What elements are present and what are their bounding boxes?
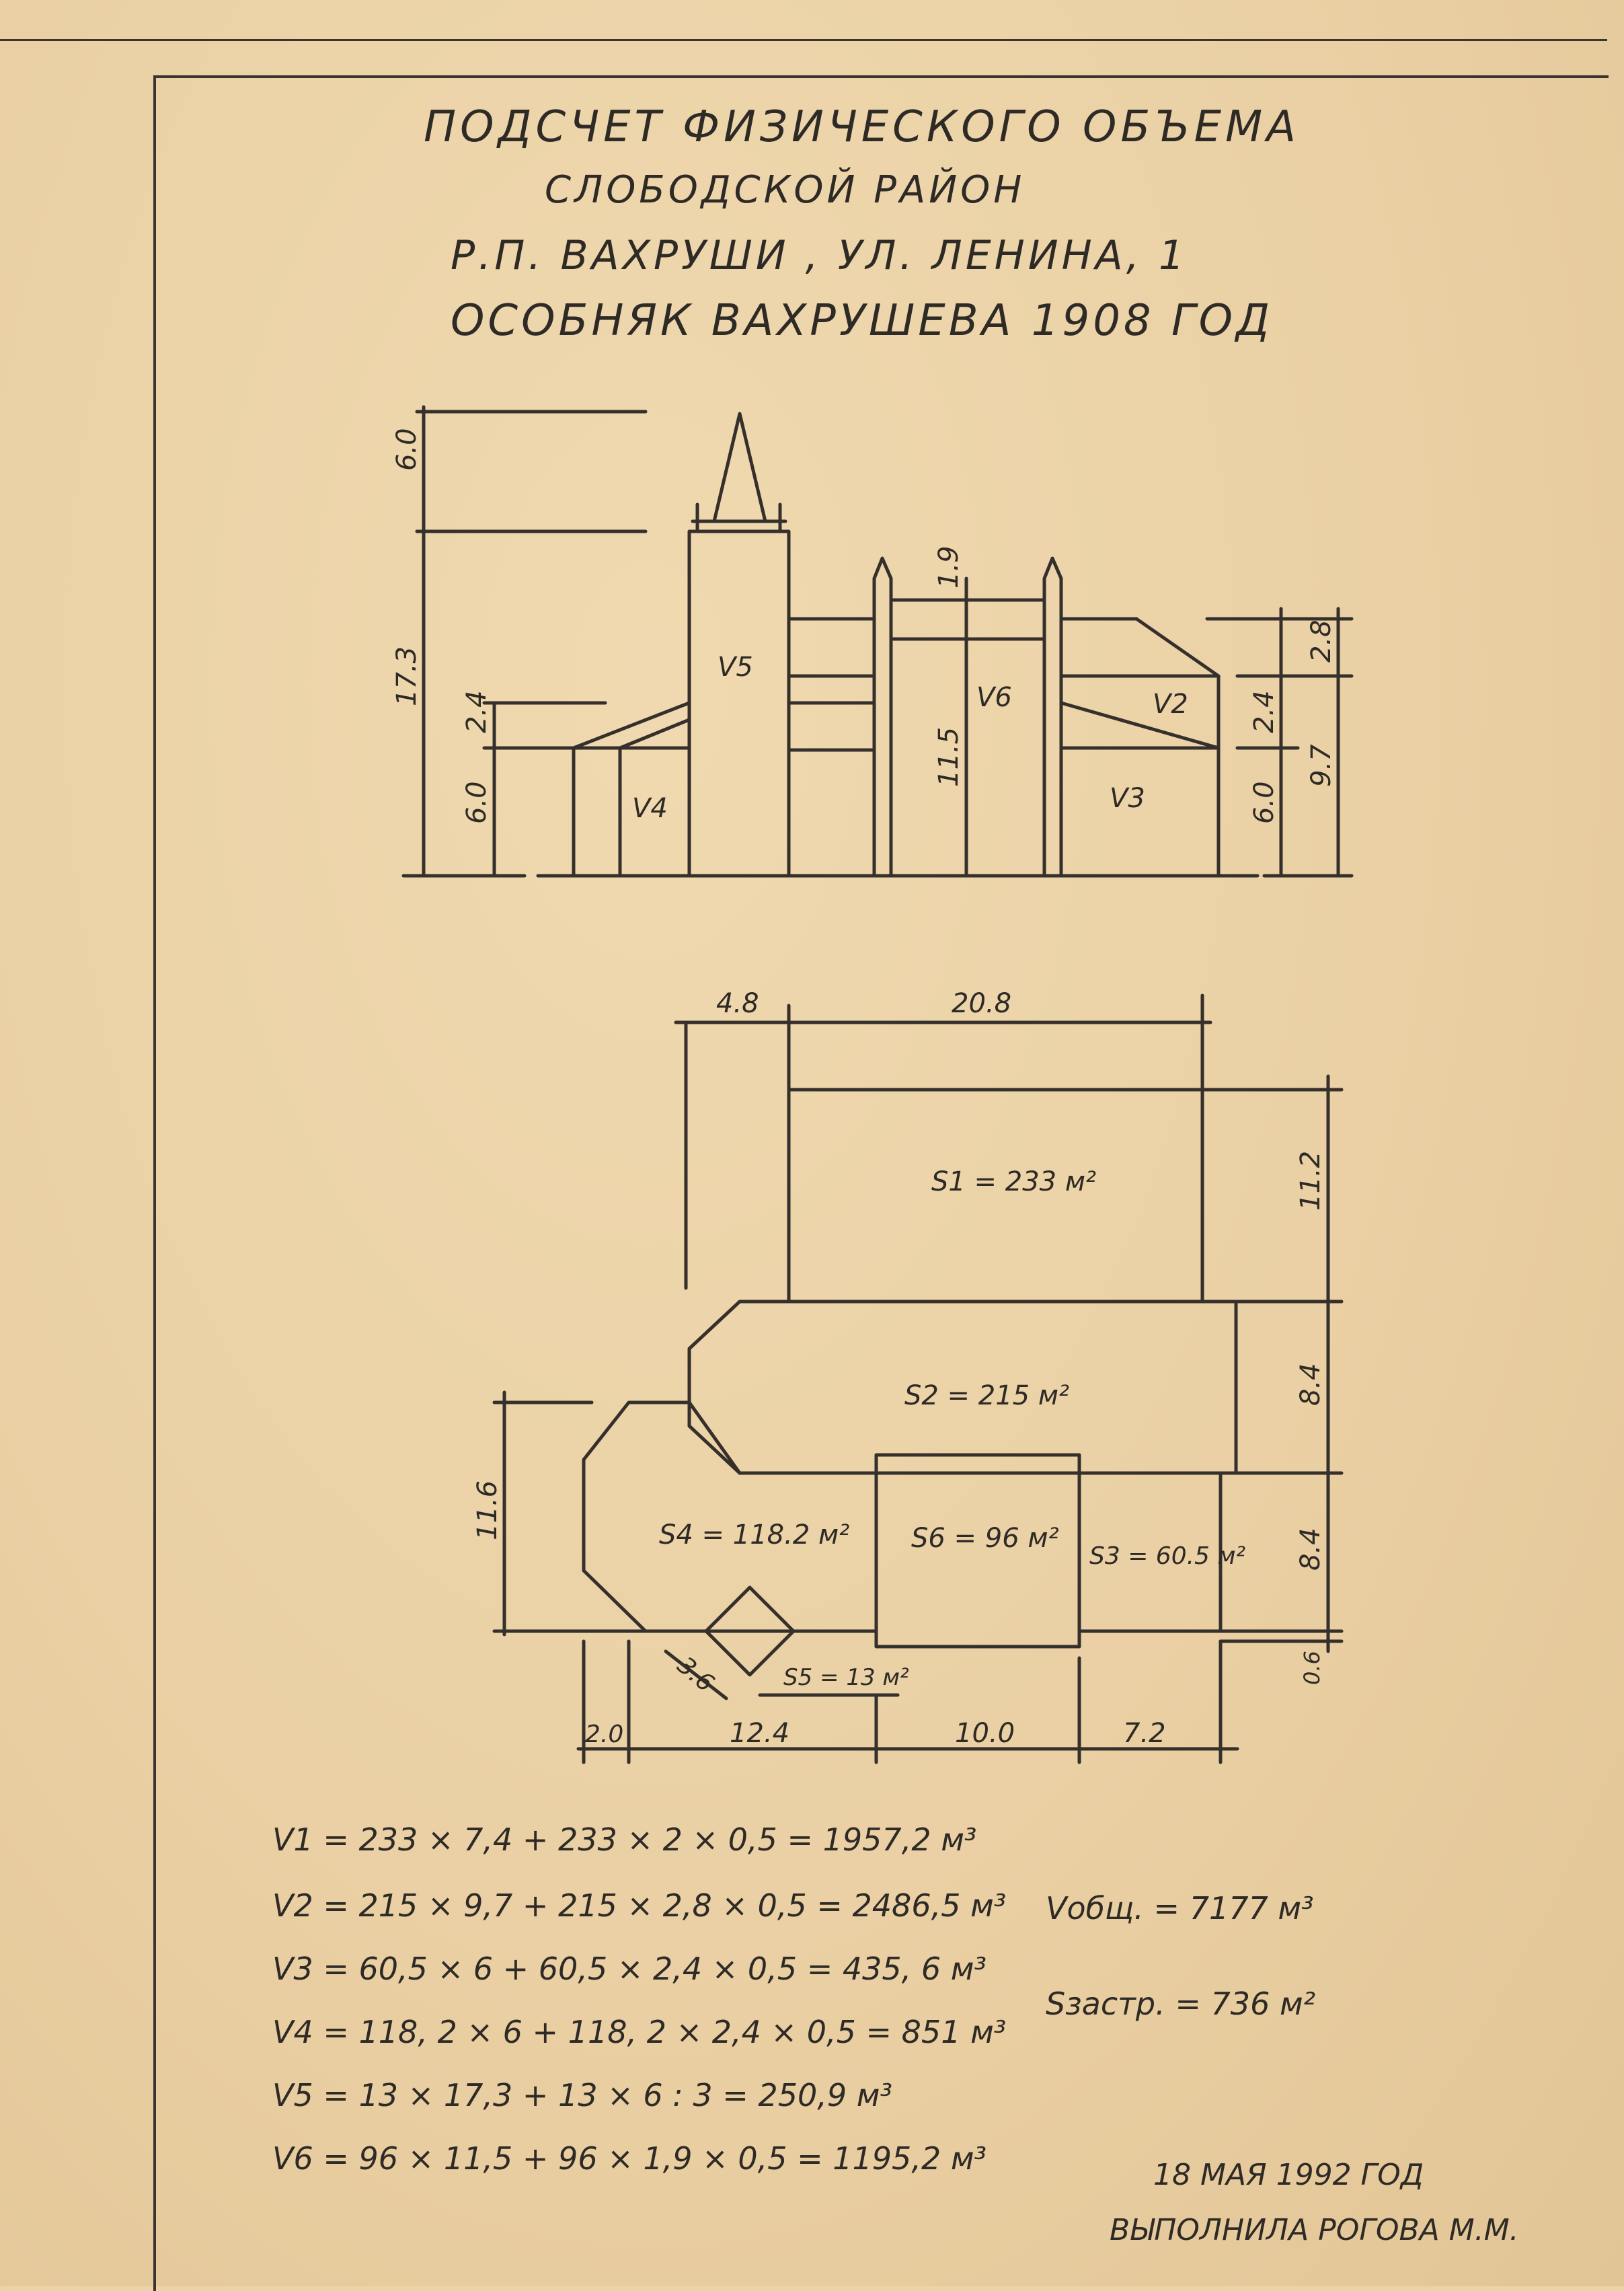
dim-right-2: 8.4 xyxy=(1295,1363,1326,1406)
dim-bottom-2: 12.4 xyxy=(730,1718,790,1749)
total-area: Sзастр. = 736 м² xyxy=(1046,1986,1316,2022)
signature-date: 18 МАЯ 1992 ГОД xyxy=(1153,2158,1424,2192)
dim-center-top: 1.9 xyxy=(933,546,964,589)
area-s3: S3 = 60.5 м² xyxy=(1089,1542,1245,1570)
label-v3: V3 xyxy=(1110,783,1145,814)
dim-right-total: 9.7 xyxy=(1306,744,1337,787)
label-v6: V6 xyxy=(976,682,1012,713)
dim-right-wall: 6.0 xyxy=(1249,781,1280,824)
calc-v6: V6 = 96 × 11,5 + 96 × 1,9 × 0,5 = 1195,2 м³ xyxy=(272,2140,987,2177)
calc-v2: V2 = 215 × 9,7 + 215 × 2,8 × 0,5 = 2486,5 м³ xyxy=(272,1887,1007,1924)
label-v2: V2 xyxy=(1153,689,1188,720)
dim-bottom-3: 10.0 xyxy=(955,1718,1015,1749)
dim-right-roof: 2.4 xyxy=(1249,690,1280,733)
title-building: ОСОБНЯК ВАХРУШЕВА 1908 ГОД xyxy=(451,296,1273,346)
signature-performer: ВЫПОЛНИЛА РОГОВА М.М. xyxy=(1110,2213,1519,2247)
dim-center: 11.5 xyxy=(933,726,964,787)
label-v5: V5 xyxy=(718,652,753,683)
dim-diag: 3.6 xyxy=(672,1651,720,1698)
dim-bottom-1: 2.0 xyxy=(585,1721,624,1748)
dim-bottom-4: 7.2 xyxy=(1123,1718,1166,1749)
calc-v1: V1 = 233 × 7,4 + 233 × 2 × 0,5 = 1957,2 м³ xyxy=(272,1821,977,1858)
dim-left-height: 11.6 xyxy=(472,1480,503,1540)
area-s6: S6 = 96 м² xyxy=(911,1523,1059,1554)
dim-left-wall: 6.0 xyxy=(461,781,492,824)
area-s5: S5 = 13 м² xyxy=(783,1664,909,1691)
calc-v5: V5 = 13 × 17,3 + 13 × 6 : 3 = 250,9 м³ xyxy=(272,2077,892,2113)
title-address: Р.П. ВАХРУШИ , УЛ. ЛЕНИНА, 1 xyxy=(451,232,1188,279)
dim-left-roof: 2.4 xyxy=(461,690,492,733)
total-volume: Vобщ. = 7177 м³ xyxy=(1046,1890,1314,1926)
dim-tower: 17.3 xyxy=(391,646,422,706)
dim-top-left: 4.8 xyxy=(716,988,759,1019)
area-s2: S2 = 215 м² xyxy=(904,1380,1070,1411)
area-s1: S1 = 233 м² xyxy=(931,1166,1097,1197)
title-district: СЛОБОДСКОЙ РАЙОН xyxy=(545,168,1026,212)
plan-drawing xyxy=(494,996,1342,1762)
dim-right-4: 0.6 xyxy=(1299,1651,1325,1685)
dim-right-roof-top: 2.8 xyxy=(1306,619,1337,663)
dim-right-1: 11.2 xyxy=(1295,1150,1326,1211)
dim-spire: 6.0 xyxy=(391,428,422,471)
calc-v3: V3 = 60,5 × 6 + 60,5 × 2,4 × 0,5 = 435, 6 м³ xyxy=(272,1951,987,1987)
elevation-drawing xyxy=(403,407,1352,876)
title-main: ПОДСЧЕТ ФИЗИЧЕСКОГО ОБЪЕМА xyxy=(424,102,1300,152)
dim-right-3: 8.4 xyxy=(1295,1528,1326,1571)
area-s4: S4 = 118.2 м² xyxy=(659,1519,850,1550)
calc-v4: V4 = 118, 2 × 6 + 118, 2 × 2,4 × 0,5 = 851 м³ xyxy=(272,2014,1007,2050)
label-v4: V4 xyxy=(632,793,668,824)
dim-top-right: 20.8 xyxy=(952,988,1012,1019)
